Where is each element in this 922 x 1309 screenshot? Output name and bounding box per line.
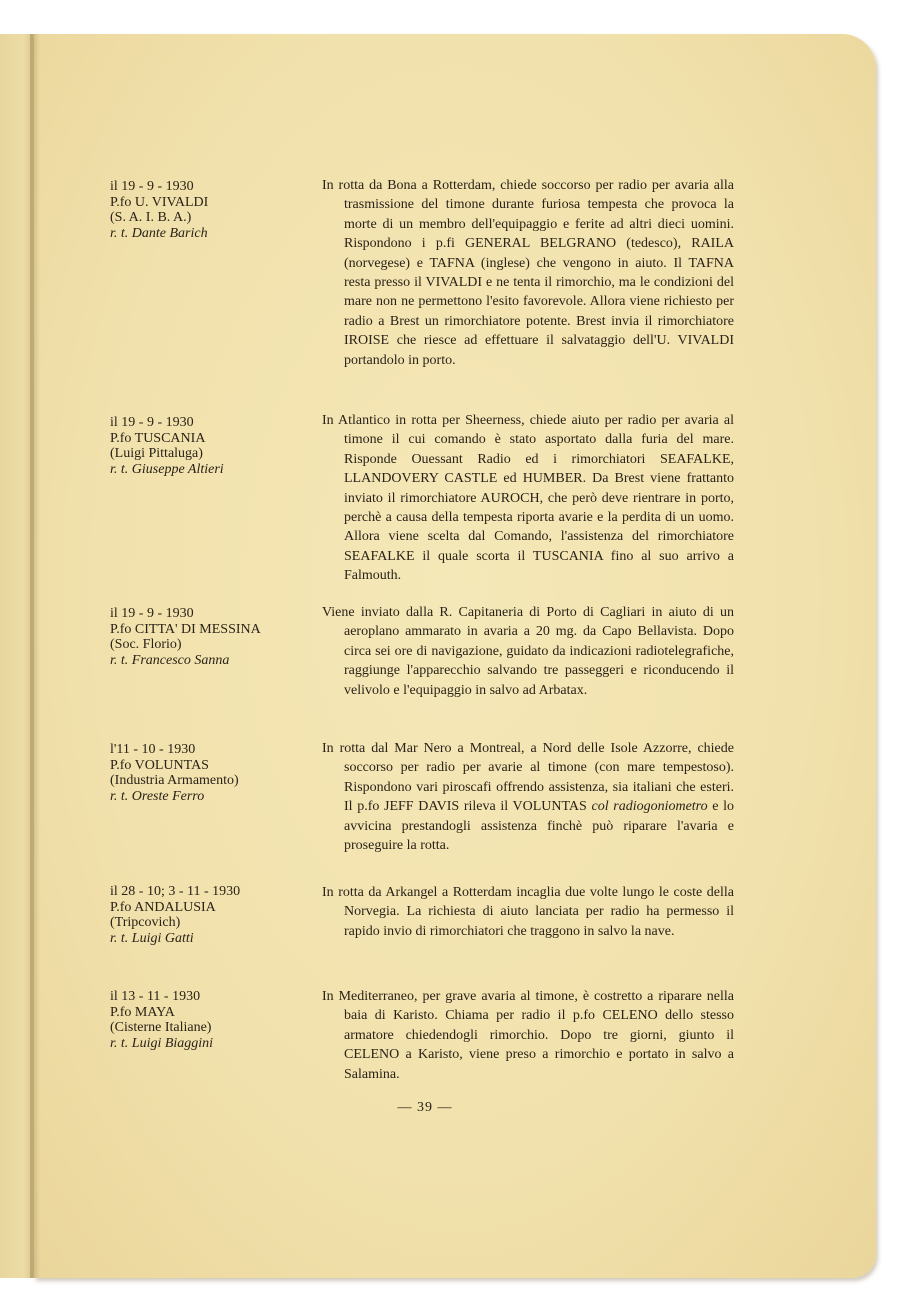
entry-description xyxy=(322,739,734,855)
entry-text: In Mediterraneo, per grave avaria al timone, è costretto a riparare nella baia di Karisto. Chiama per radio il p.fo CELENO dello stesso armatore chiedendogli rimorchio. Dopo tre giorni, giunto il CELENO a Karisto, viene preso a rimorchio e portato in salvo a Salamina. xyxy=(322,989,734,1082)
entry-ship: P.fo ANDALUSIA xyxy=(110,899,216,915)
entry-description xyxy=(322,603,734,700)
entry-meta xyxy=(110,884,310,946)
entry-ship: P.fo CITTA' DI MESSINA xyxy=(110,621,261,637)
entry-meta xyxy=(110,415,310,477)
entry-description xyxy=(322,411,734,586)
entry-text: In rotta da Arkangel a Rotterdam incaglia due volte lungo le coste della Norvegia. La richiesta di aiuto lanciata per radio ha permesso il rapido invio di rimorchiatori che traggono in salvo la nave. xyxy=(322,885,734,939)
entry-operator: r. t. Luigi Gatti xyxy=(110,930,194,946)
entry-date: il 19 - 9 - 1930 xyxy=(110,415,194,430)
entry-owner: (S. A. I. B. A.) xyxy=(110,210,192,225)
entry-operator: r. t. Oreste Ferro xyxy=(110,788,205,804)
entry-owner: (Soc. Florio) xyxy=(110,637,182,652)
entry-ship: P.fo VOLUNTAS xyxy=(110,757,209,773)
entry-date: il 19 - 9 - 1930 xyxy=(110,179,194,194)
entry-owner: (Industria Armamento) xyxy=(110,773,239,788)
entry-text-italic: col radiogoniometro xyxy=(591,799,708,815)
entry-meta xyxy=(110,989,310,1051)
entry-meta xyxy=(110,742,310,804)
page-number: — 39 — xyxy=(397,1100,453,1115)
entry-owner: (Tripcovich) xyxy=(110,915,181,930)
entry-operator: r. t. Giuseppe Altieri xyxy=(110,461,224,477)
entry-text: In Atlantico in rotta per Sheerness, chiede aiuto per radio per avaria al timone il cui comando è stato asportato dalla furia del mare. Risponde Ouessant Radio ed i rimorchiatori SEAFALKE, LLANDOVERY CASTLE ed HUMBER. Da Brest viene frattanto inviato il rimorchiatore AUROCH, che però deve rientrare in porto, perchè a causa della tempesta riporta avarie e la perdita di un uomo. Allora viene scelta dal Comando, l'assistenza del rimorchiatore SEAFALKE il quale scorta il TUSCANIA fino al suo arrivo a Falmouth. xyxy=(322,413,734,584)
previous-page-edge xyxy=(0,34,34,1278)
entry-ship: P.fo TUSCANIA xyxy=(110,430,206,446)
entry-description xyxy=(322,987,734,1084)
entry-operator: r. t. Francesco Sanna xyxy=(110,652,230,668)
entry-date: il 28 - 10; 3 - 11 - 1930 xyxy=(110,884,241,899)
entry-meta xyxy=(110,179,310,241)
entry-text-part: In rotta dal Mar Nero a Montreal, a Nord delle Isole Azzorre, chiede soccorso per radio per avarie al timone (con mare tempestoso). Rispondono vari piroscafi offrendo assistenza, sia italiani che esteri. Il p.fo JEFF DAVIS rileva il VOLUNTAS xyxy=(322,741,734,815)
entry-description xyxy=(322,176,734,370)
entry-date: l'11 - 10 - 1930 xyxy=(110,742,196,757)
entry-operator: r. t. Dante Barich xyxy=(110,225,208,241)
page-spine-shadow xyxy=(30,34,40,1278)
entry-date: il 13 - 11 - 1930 xyxy=(110,989,201,1004)
entry-text: In rotta da Bona a Rotterdam, chiede soccorso per radio per avaria alla trasmissione del timone durante furiosa tempesta che provoca la morte di un membro dell'equipaggio e ferite ad altri dieci uomini. Rispondono i p.fi GENERAL BELGRANO (tedesco), RAILA (norvegese) e TAFNA (inglese) che vengono in aiuto. Il TAFNA resta presso il VIVALDI e ne tenta il rimorchio, ma le condizioni del mare non ne permettono l'esito favorevole. Allora viene richiesto per radio a Brest un rimorchiatore potente. Brest invia il rimorchiatore IROISE che riesce ad effettuare il salvataggio dell'U. VIVALDI portandolo in porto. xyxy=(322,178,734,368)
entry-ship: P.fo MAYA xyxy=(110,1004,175,1020)
entry-description xyxy=(322,883,734,941)
entry-owner: (Cisterne Italiane) xyxy=(110,1020,212,1035)
entry-operator: r. t. Luigi Biaggini xyxy=(110,1035,214,1051)
entry-text: Viene inviato dalla R. Capitaneria di Porto di Cagliari in aiuto di un aeroplano ammarato in avaria a 20 mg. da Capo Bellavista. Dopo circa sei ore di navigazione, guidato da indicazioni radiotelegrafiche, raggiunge l'apparecchio salvando tre passeggeri e riconducendo il velivolo e l'equipaggio in salvo ad Arbatax. xyxy=(322,605,734,698)
entry-text xyxy=(322,739,734,855)
entry-meta xyxy=(110,606,310,668)
entry-ship: P.fo U. VIVALDI xyxy=(110,194,209,210)
entry-owner: (Luigi Pittaluga) xyxy=(110,446,203,461)
entry-date: il 19 - 9 - 1930 xyxy=(110,606,194,621)
entry-text-part: e lo avvicina prestandogli assistenza finchè può riparare l'avaria e proseguire la rotta. xyxy=(344,799,735,854)
